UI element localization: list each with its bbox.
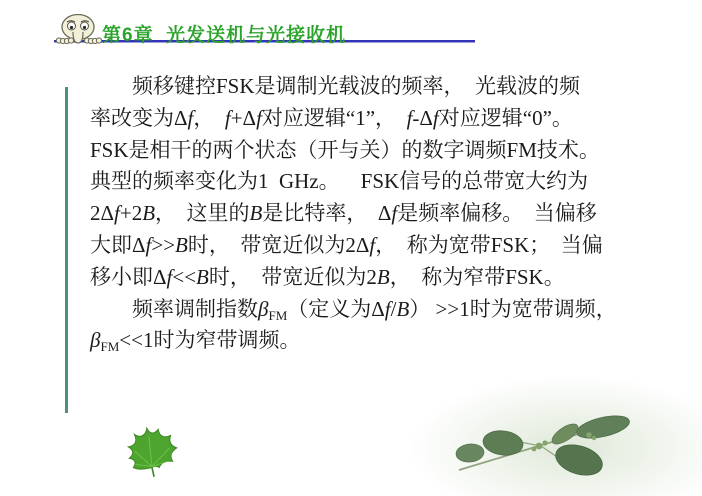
body-text-line	[90, 325, 618, 357]
chapter-title: 第6章 光发送机与光接收机	[102, 25, 347, 46]
math-symbol: f	[406, 105, 413, 130]
text-run: 时， 带宽近似为2	[208, 264, 377, 289]
math-symbol: f	[369, 232, 376, 257]
maple-leaf-icon	[120, 426, 184, 478]
text-run: 典型的频率变化为1 GHz。 FSK信号的总带宽大约为	[90, 169, 589, 194]
text-run: ， 称为窄带FSK。	[389, 264, 565, 289]
body-text-line	[90, 230, 618, 262]
text-run: ， 这里的	[155, 201, 250, 226]
text-run: 频移键控FSK是调制光载波的频率， 光载波的频	[132, 74, 581, 98]
math-symbol: β	[90, 328, 101, 353]
math-symbol: f	[384, 296, 391, 321]
body-text-line	[90, 166, 618, 198]
math-symbol: f	[145, 232, 152, 257]
math-symbol: f	[224, 105, 231, 130]
math-symbol: B	[196, 264, 209, 289]
math-symbol: f	[166, 264, 173, 289]
body-text-line	[90, 294, 618, 326]
text-run: 是频率偏移。 当偏移	[397, 201, 597, 226]
body-text-line	[90, 135, 618, 167]
text-run: 时， 带宽近似为2Δ	[187, 232, 370, 257]
text-run: <<1时为窄带调频。	[119, 328, 301, 353]
text-run: +Δ	[230, 105, 257, 130]
text-run: 是比特率， Δ	[262, 201, 392, 226]
subscript: FM	[100, 339, 120, 355]
body-text-line	[90, 262, 618, 294]
subscript: FM	[268, 307, 288, 323]
math-symbol: β	[258, 296, 269, 321]
text-run: -Δ	[412, 105, 433, 130]
body-text-line	[90, 198, 618, 230]
left-accent-bar	[65, 87, 68, 413]
text-run: 移小即Δ	[90, 264, 167, 289]
text-run: 对应逻辑“0”。	[438, 105, 573, 130]
text-run: 大即Δ	[90, 232, 146, 257]
body-text	[90, 71, 618, 357]
math-symbol: B	[376, 264, 390, 289]
text-run: 率改变为Δ	[90, 105, 188, 130]
text-run: <<	[172, 264, 197, 289]
math-symbol: B	[175, 232, 188, 257]
math-symbol: f	[114, 201, 120, 226]
math-symbol: f	[432, 105, 439, 130]
text-run: /	[390, 296, 397, 321]
text-run: 2Δ	[90, 201, 115, 226]
text-run: （定义为Δ	[287, 296, 385, 321]
kilroy-peek-icon	[50, 14, 108, 48]
body-text-line	[90, 103, 618, 135]
text-run: FSK是相干的两个状态（开与关）的数字调频FM技术。	[90, 137, 600, 162]
math-symbol: B	[249, 201, 263, 226]
text-run: 对应逻辑“1”，	[261, 105, 407, 130]
body-text-line	[90, 71, 618, 103]
text-run: 频率调制指数	[132, 296, 258, 321]
math-symbol: f	[187, 105, 194, 130]
math-symbol: f	[256, 105, 262, 130]
text-run: ，	[193, 105, 225, 130]
math-symbol: B	[396, 296, 410, 321]
math-symbol: f	[391, 201, 398, 226]
leafy-branch-icon	[443, 410, 648, 480]
text-run: ） >>1时为宽带调频，	[409, 296, 617, 321]
text-run: +2	[119, 201, 143, 226]
math-symbol: B	[142, 201, 156, 226]
text-run: ， 称为宽带FSK； 当偏	[375, 232, 603, 257]
text-run: >>	[151, 232, 176, 257]
